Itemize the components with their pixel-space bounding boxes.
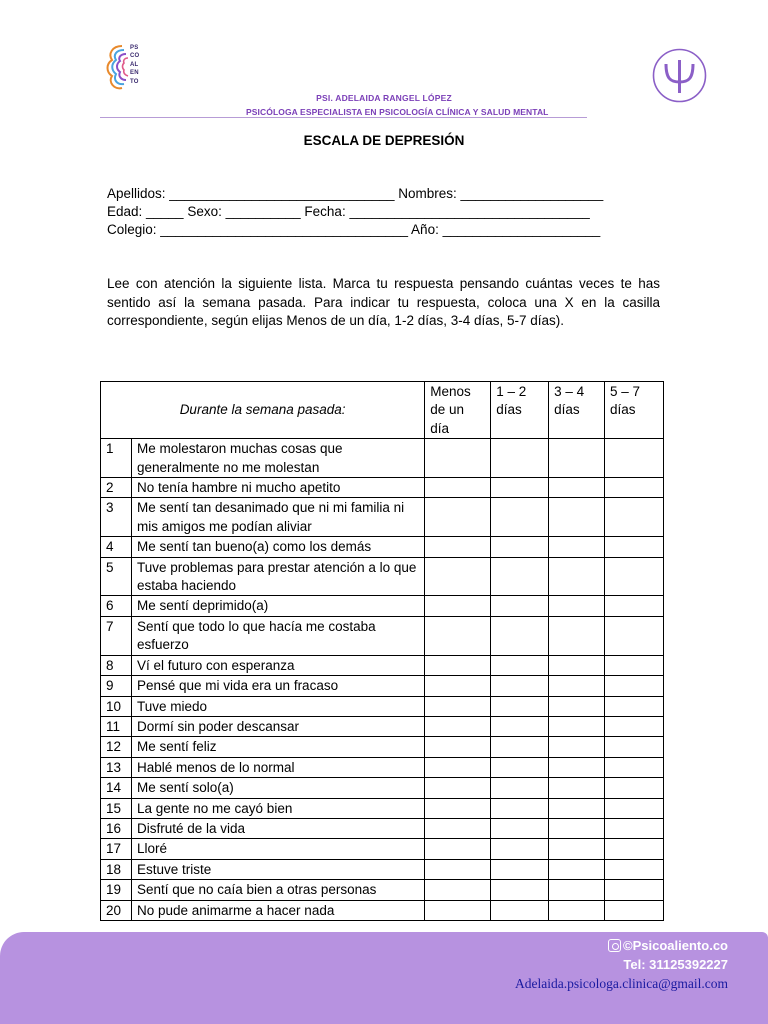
- answer-cell-2[interactable]: [491, 716, 549, 736]
- logo-wordmark: PS CO AL EN TO: [130, 45, 140, 85]
- answer-cell-3[interactable]: [549, 616, 605, 655]
- table-row: [101, 498, 664, 537]
- table-row: [101, 839, 664, 859]
- item-text: Pensé que mi vida era un fracaso: [131, 676, 424, 696]
- answer-cell-4[interactable]: [605, 716, 664, 736]
- answer-cell-4[interactable]: [605, 737, 664, 757]
- item-number: 4: [101, 537, 132, 557]
- item-text: Me sentí solo(a): [131, 778, 424, 798]
- item-number: 8: [101, 655, 132, 675]
- footer-phone: Tel: 31125392227: [623, 957, 728, 972]
- answer-cell-1[interactable]: [425, 716, 491, 736]
- answer-cell-2[interactable]: [491, 478, 549, 498]
- answer-cell-3[interactable]: [549, 737, 605, 757]
- table-row: [101, 798, 664, 818]
- item-number: 10: [101, 696, 132, 716]
- table-header-row: [101, 382, 664, 439]
- table-row: [101, 616, 664, 655]
- item-number: 6: [101, 596, 132, 616]
- item-text: Ví el futuro con esperanza: [131, 655, 424, 675]
- answer-cell-1[interactable]: [425, 498, 491, 537]
- item-text: Me sentí feliz: [131, 737, 424, 757]
- answer-cell-4[interactable]: [605, 839, 664, 859]
- answer-cell-3[interactable]: [549, 778, 605, 798]
- table-row: [101, 818, 664, 838]
- table-row: [101, 880, 664, 900]
- answer-cell-3[interactable]: [549, 557, 605, 596]
- item-text: Dormí sin poder descansar: [131, 716, 424, 736]
- answer-cell-3[interactable]: [549, 798, 605, 818]
- answer-cell-1[interactable]: [425, 696, 491, 716]
- answer-cell-2[interactable]: [491, 439, 549, 478]
- answer-cell-4[interactable]: [605, 798, 664, 818]
- item-number: 3: [101, 498, 132, 537]
- column-header-5-7-days: 5 – 7 días: [605, 382, 664, 439]
- item-text: Me sentí tan desanimado que ni mi familia ni mis amigos me podían aliviar: [131, 498, 424, 537]
- table-row: [101, 900, 664, 920]
- item-number: 7: [101, 616, 132, 655]
- answer-cell-1[interactable]: [425, 557, 491, 596]
- answer-cell-4[interactable]: [605, 478, 664, 498]
- answer-cell-3[interactable]: [549, 537, 605, 557]
- item-text: Estuve triste: [131, 859, 424, 879]
- answer-cell-2[interactable]: [491, 537, 549, 557]
- answer-cell-2[interactable]: [491, 616, 549, 655]
- column-header-1-2-days: 1 – 2 días: [491, 382, 549, 439]
- answer-cell-1[interactable]: [425, 655, 491, 675]
- header-divider: [100, 117, 587, 118]
- answer-cell-2[interactable]: [491, 696, 549, 716]
- answer-cell-3[interactable]: [549, 498, 605, 537]
- table-row: [101, 596, 664, 616]
- item-text: Sentí que no caía bien a otras personas: [131, 880, 424, 900]
- answer-cell-2[interactable]: [491, 596, 549, 616]
- answer-cell-3[interactable]: [549, 478, 605, 498]
- answer-cell-1[interactable]: [425, 880, 491, 900]
- table-row: [101, 859, 664, 879]
- answer-cell-4[interactable]: [605, 757, 664, 777]
- item-text: No pude animarme a hacer nada: [131, 900, 424, 920]
- instructions-paragraph: Lee con atención la siguiente lista. Marca tu respuesta pensando cuántas veces te has sentido así la semana pasada. Para indicar tu respuesta, coloca una X en la casilla correspondiente, según elijas Menos de un día, 1-2 días, 3-4 días, 5-7 días).: [107, 276, 660, 329]
- column-header-less-than-one-day: Menos de un día: [425, 382, 491, 439]
- answer-cell-4[interactable]: [605, 900, 664, 920]
- document-title: ESCALA DE DEPRESIÓN: [303, 133, 465, 148]
- answer-cell-2[interactable]: [491, 859, 549, 879]
- answer-cell-4[interactable]: [605, 818, 664, 838]
- fields-line-school-year[interactable]: Colegio: _________________________________ Año: _____________________: [107, 222, 601, 237]
- answer-cell-2[interactable]: [491, 900, 549, 920]
- answer-cell-4[interactable]: [605, 859, 664, 879]
- table-row: [101, 439, 664, 478]
- answer-cell-1[interactable]: [425, 478, 491, 498]
- table-row: [101, 557, 664, 596]
- item-text: Lloré: [131, 839, 424, 859]
- answer-cell-4[interactable]: [605, 616, 664, 655]
- footer-social[interactable]: [608, 938, 728, 953]
- depression-scale-table: [100, 381, 664, 921]
- answer-cell-3[interactable]: [549, 757, 605, 777]
- answer-cell-3[interactable]: [549, 596, 605, 616]
- answer-cell-2[interactable]: [491, 839, 549, 859]
- item-number: 20: [101, 900, 132, 920]
- psychologist-name: PSI. ADELAIDA RANGEL LÓPEZ: [316, 93, 452, 103]
- answer-cell-4[interactable]: [605, 596, 664, 616]
- answer-cell-1[interactable]: [425, 439, 491, 478]
- item-number: 9: [101, 676, 132, 696]
- answer-cell-4[interactable]: [605, 439, 664, 478]
- fields-line-surname-name[interactable]: Apellidos: ______________________________ Nombres: ___________________: [107, 186, 604, 201]
- answer-cell-2[interactable]: [491, 557, 549, 596]
- footer-email-link[interactable]: Adelaida.psicologa.clinica@gmail.com: [515, 976, 728, 991]
- answer-cell-3[interactable]: [549, 839, 605, 859]
- answer-cell-3[interactable]: [549, 716, 605, 736]
- item-text: Me molestaron muchas cosas que generalmente no me molestan: [131, 439, 424, 478]
- item-number: 14: [101, 778, 132, 798]
- answer-cell-4[interactable]: [605, 676, 664, 696]
- answer-cell-4[interactable]: [605, 498, 664, 537]
- item-text: No tenía hambre ni mucho apetito: [131, 478, 424, 498]
- answer-cell-4[interactable]: [605, 696, 664, 716]
- column-header-question: Durante la semana pasada:: [101, 382, 425, 439]
- item-text: Tuve problemas para prestar atención a lo que estaba haciendo: [131, 557, 424, 596]
- answer-cell-2[interactable]: [491, 798, 549, 818]
- column-header-3-4-days: 3 – 4 días: [549, 382, 605, 439]
- table-row: [101, 757, 664, 777]
- answer-cell-2[interactable]: [491, 757, 549, 777]
- answer-cell-4[interactable]: [605, 537, 664, 557]
- answer-cell-3[interactable]: [549, 880, 605, 900]
- table-row: [101, 696, 664, 716]
- answer-cell-1[interactable]: [425, 839, 491, 859]
- table-row: [101, 716, 664, 736]
- answer-cell-3[interactable]: [549, 859, 605, 879]
- item-number: 2: [101, 478, 132, 498]
- answer-cell-1[interactable]: [425, 676, 491, 696]
- table-row: [101, 676, 664, 696]
- social-handle[interactable]: ©Psicoaliento.co: [623, 938, 728, 953]
- answer-cell-3[interactable]: [549, 900, 605, 920]
- answer-cell-1[interactable]: [425, 537, 491, 557]
- psychologist-specialty: PSICÓLOGA ESPECIALISTA EN PSICOLOGÍA CLÍNICA Y SALUD MENTAL: [246, 107, 549, 117]
- answer-cell-1[interactable]: [425, 798, 491, 818]
- item-number: 13: [101, 757, 132, 777]
- answer-cell-2[interactable]: [491, 737, 549, 757]
- answer-cell-3[interactable]: [549, 696, 605, 716]
- answer-cell-4[interactable]: [605, 880, 664, 900]
- table-row: [101, 478, 664, 498]
- answer-cell-1[interactable]: [425, 778, 491, 798]
- answer-cell-1[interactable]: [425, 616, 491, 655]
- item-number: 15: [101, 798, 132, 818]
- item-text: Hablé menos de lo normal: [131, 757, 424, 777]
- item-number: 11: [101, 716, 132, 736]
- table-row: [101, 537, 664, 557]
- answer-cell-1[interactable]: [425, 859, 491, 879]
- table-row: [101, 737, 664, 757]
- answer-cell-4[interactable]: [605, 778, 664, 798]
- answer-cell-3[interactable]: [549, 655, 605, 675]
- answer-cell-3[interactable]: [549, 818, 605, 838]
- item-text: La gente no me cayó bien: [131, 798, 424, 818]
- item-number: 18: [101, 859, 132, 879]
- answer-cell-3[interactable]: [549, 676, 605, 696]
- table-body: [101, 439, 664, 921]
- item-number: 5: [101, 557, 132, 596]
- item-text: Me sentí tan bueno(a) como los demás: [131, 537, 424, 557]
- answer-cell-2[interactable]: [491, 498, 549, 537]
- table-row: [101, 655, 664, 675]
- answer-cell-2[interactable]: [491, 655, 549, 675]
- answer-cell-2[interactable]: [491, 880, 549, 900]
- fields-line-age-sex-date[interactable]: Edad: _____ Sexo: __________ Fecha: ________________________________: [107, 204, 590, 219]
- psicoaliento-logo: [104, 42, 164, 92]
- answer-cell-2[interactable]: [491, 676, 549, 696]
- answer-cell-3[interactable]: [549, 439, 605, 478]
- answer-cell-1[interactable]: [425, 818, 491, 838]
- item-number: 1: [101, 439, 132, 478]
- answer-cell-1[interactable]: [425, 596, 491, 616]
- answer-cell-1[interactable]: [425, 900, 491, 920]
- item-text: Me sentí deprimido(a): [131, 596, 424, 616]
- item-text: Sentí que todo lo que hacía me costaba esfuerzo: [131, 616, 424, 655]
- answer-cell-2[interactable]: [491, 818, 549, 838]
- item-number: 17: [101, 839, 132, 859]
- item-text: Disfruté de la vida: [131, 818, 424, 838]
- item-number: 12: [101, 737, 132, 757]
- answer-cell-2[interactable]: [491, 778, 549, 798]
- answer-cell-1[interactable]: [425, 757, 491, 777]
- instagram-icon: [608, 939, 621, 952]
- answer-cell-4[interactable]: [605, 655, 664, 675]
- item-number: 16: [101, 818, 132, 838]
- item-text: Tuve miedo: [131, 696, 424, 716]
- item-number: 19: [101, 880, 132, 900]
- table-row: [101, 778, 664, 798]
- answer-cell-4[interactable]: [605, 557, 664, 596]
- answer-cell-1[interactable]: [425, 737, 491, 757]
